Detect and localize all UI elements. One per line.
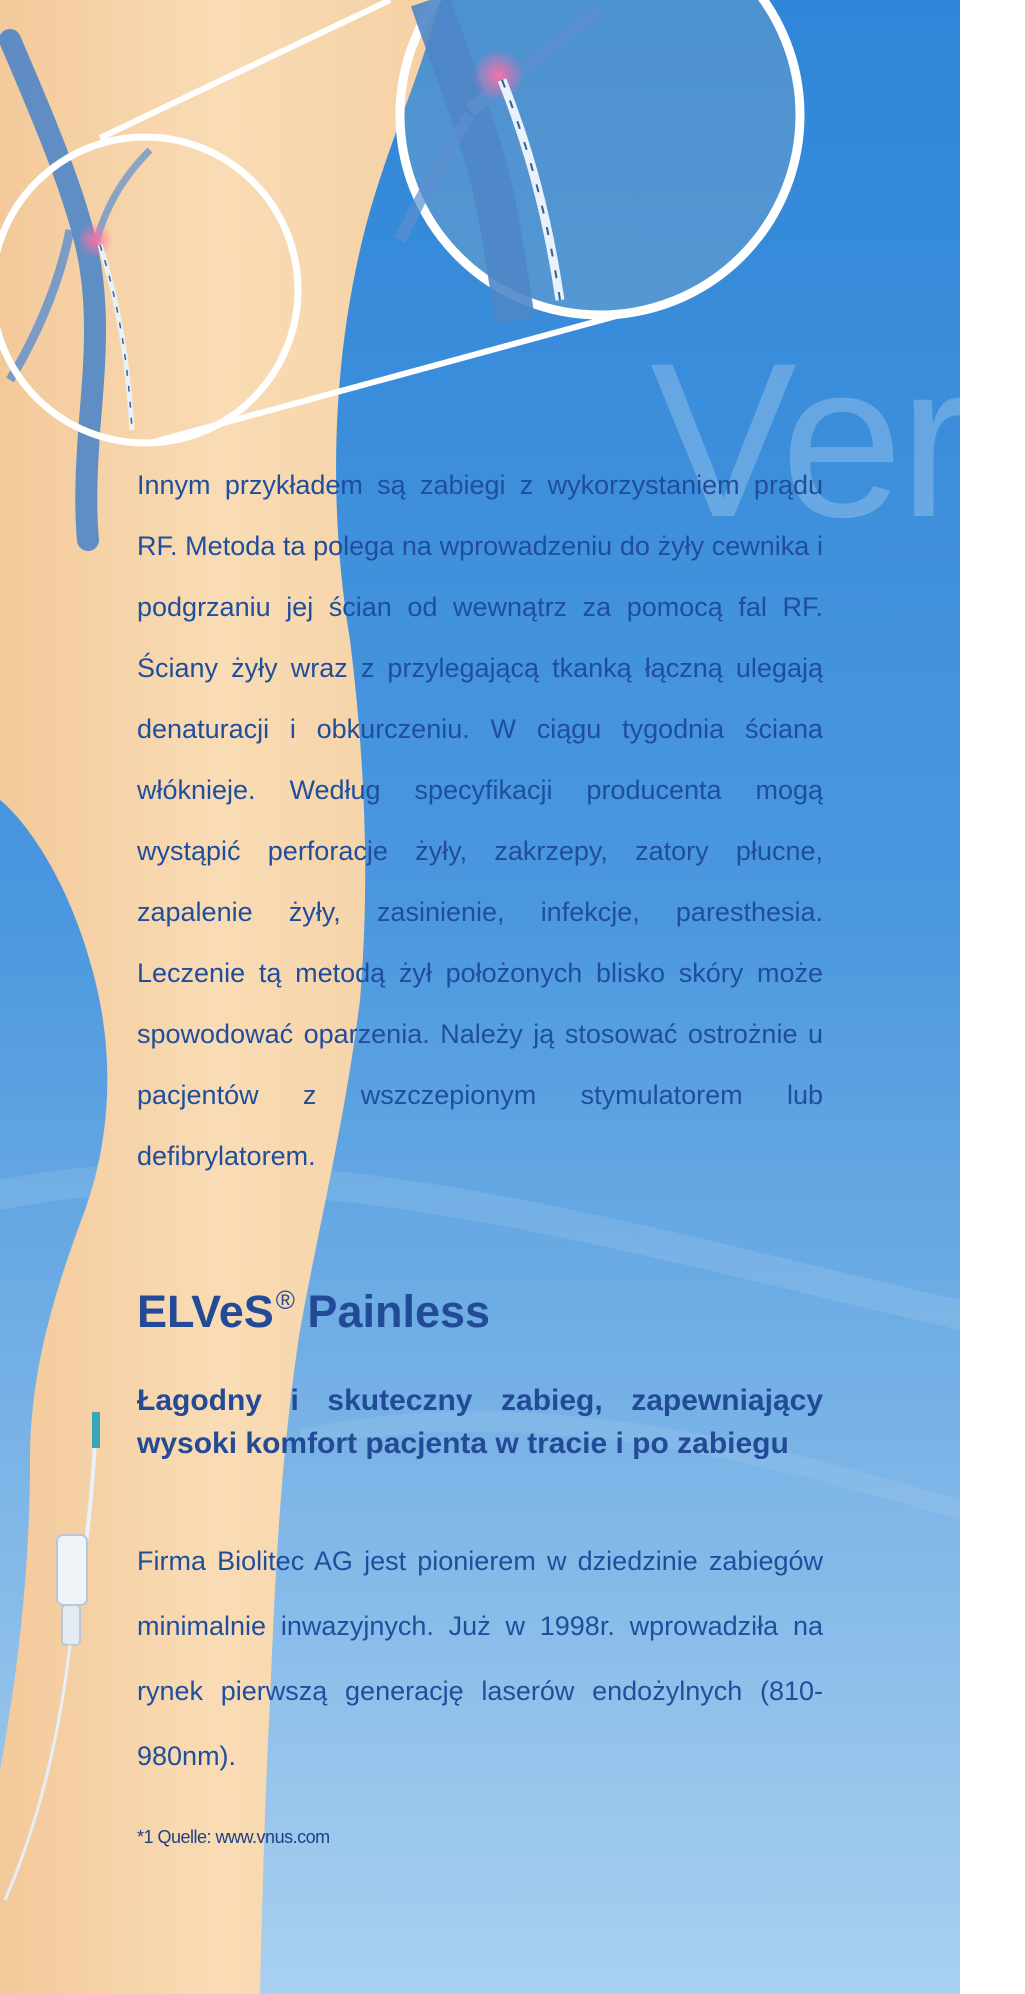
watermark-text: Verf (650, 317, 1025, 563)
heading-suffix: Painless (294, 1286, 491, 1337)
section-subheading: Łagodny i skuteczny zabieg, zapewniający wysoki komfort pacjenta w tracie i po zabiegu (137, 1384, 823, 1460)
body-paragraph-rf: Innym przykładem są zabiegi z wykorzystaniem prądu RF. Metoda ta polega na wprowadzeniu do żyły cewnika i podgrzaniu jej ścian od wewnątrz za pomocą fal RF. Ściany żyły wraz z przylegającą tkanką łączną ulegają denaturacji i obkurczeniu. W ciągu tygodnia ściana włóknieje. Według specyfikacji producenta mogą wystąpić perforacje żyły, zakrzepy, zatory płucne, zapalenie żyły, zasinienie, infekcje, paresthesia. Leczenie tą metodą żył położonych blisko skóry może spowodować oparzenia. Należy ją stosować ostrożnie u pacjentów z wszczepionym stymulatorem lub defibrylatorem. (137, 470, 823, 1171)
heading-brand: ELVeS (137, 1286, 274, 1337)
main-content (137, 455, 823, 1848)
body-paragraph-biolitec: Firma Biolitec AG jest pionierem w dziedzinie zabiegów minimalnie inwazyjnych. Już w 1998r. wprowadziła na rynek pierwszą generację laserów endożylnych (810-980nm). (137, 1546, 823, 1771)
footnote: *1 Quelle: www.vnus.com (137, 1827, 330, 1847)
registered-mark: ® (275, 1285, 295, 1315)
section-heading (137, 1275, 823, 1337)
